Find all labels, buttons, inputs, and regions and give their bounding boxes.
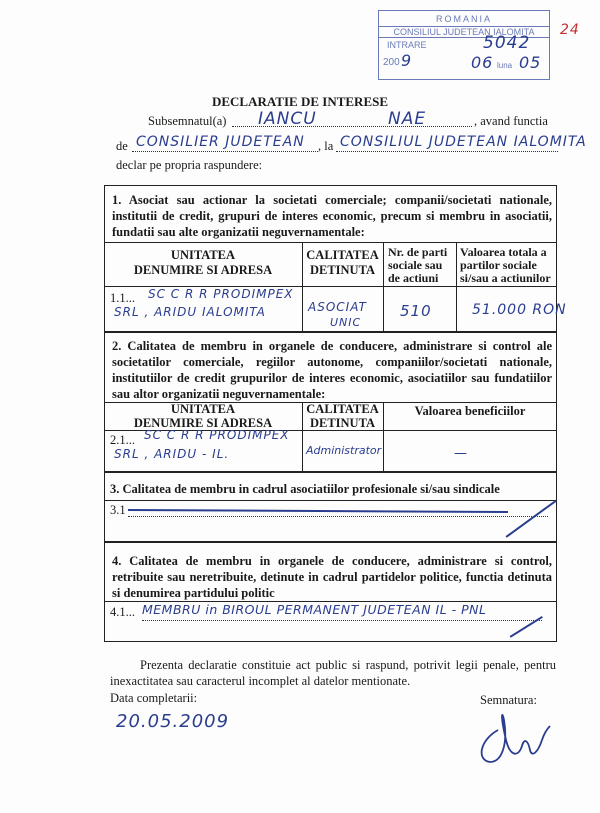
signature-label: Semnatura: [480,693,537,707]
registration-stamp [378,10,550,80]
s1-col-valoare: Valoarea totala a partilor sociale si/sau a actiunilor [460,245,551,285]
s2-col-calitatea: CALITATEA DETINUTA [306,402,379,430]
s1-row-calitate-line1: ASOCIAT [308,300,367,314]
date-value: 20.05.2009 [116,711,230,732]
stamp-line2: CONSILIUL JUDETEAN IALOMITA [379,26,549,38]
institution-value: CONSILIUL JUDETEAN IALOMITA [340,134,587,150]
s1-col-unitatea: UNITATEA DENUMIRE SI ADRESA [133,248,273,277]
la-label: , la [318,139,334,153]
date-label: Data completarii: [110,691,198,705]
declar-text: declar pe propria raspundere: [116,158,263,172]
s1-row-valoare: 51.000 RON [472,302,567,318]
avand-label: , avand functia [474,114,548,128]
s2-row-unit-line1: SC C R R PRODIMPEX [144,428,290,442]
s1-row-prefix: 1.1... [110,291,135,305]
stamp-month-prefix: luna [497,61,513,70]
s3-row-prefix: 3.1 [110,503,126,517]
function-value: CONSILIER JUDETEAN [136,134,305,150]
s1-row-calitate-line2: UNIC [330,316,362,329]
footer-statement: Prezenta declaratie constituie act public si raspund, potrivit legii penale, pentru inexactitatea sau caracterul incomplet al datelor mentionate. [110,658,556,688]
s2-row-valoare: — [454,446,468,461]
section2-heading: 2. Calitatea de membru in organele de conducere, administrare si control ale societatilor comerciale, regiilor autonome, companiilor/societati nationale, institutiilor de credit grupurilor de interes economic, asociatiilor sau fundatiilor sau altor organizatii neguvernamentale: [112,339,552,401]
institution-dotted-line [336,151,558,152]
s2-row-prefix: 2.1... [110,433,135,447]
s3-dotted-line [128,516,548,517]
s1-row-unit-line2: SRL , ARIDU IALOMITA [114,305,266,319]
subsemnatul-label: Subsemnatul(a) [148,114,227,128]
s2-col-unitatea: UNITATEA DENUMIRE SI ADRESA [133,402,273,430]
function-dotted-line [132,151,318,152]
s4-row-value: MEMBRU in BIROUL PERMANENT JUDETEAN IL - PNL [142,602,487,617]
stamp-month: 05 [519,53,542,72]
s1-row-unit-line1: SC C R R PRODIMPEX [148,287,294,301]
stamp-number: 5042 [483,33,531,53]
last-name: NAE [388,109,427,129]
s1-col-calitatea: CALITATEA DETINUTA [306,248,379,277]
s4-dotted-line [142,620,542,621]
section1-heading: 1. Asociat sau actionar la societati comerciale; companii/societati nationale, institutii de credit, grupuri de interes economic, precum si membru in asociatii, fundatii sau alte organizatii neguvernamentale: [112,193,552,239]
s2-row-unit-line2: SRL , ARIDU - IL. [114,447,230,461]
s1-row-parti: 510 [400,302,432,320]
s2-row-calitate: Administrator [306,444,382,457]
s2-col-valoare: Valoarea beneficiilor [414,404,526,418]
s1-col-parti: Nr. de parti sociale sau de actiuni [388,245,448,285]
de-label: de [116,139,128,153]
stamp-year-prefix: 200 [383,57,400,68]
stamp-line1: ROMANIA [435,14,492,24]
section3-heading: 3. Calitatea de membru in cadrul asociatiilor profesionale si/sau sindicale [110,482,500,496]
signature-drawing [470,700,560,770]
first-name: IANCU [258,109,317,129]
section4-heading: 4. Calitatea de membru in organele de conducere, administrare si control, retribuite sau neretribuite, detinute in cadrul partidelor politice, functia detinuta si denumirea partidului politic [112,554,552,600]
stamp-line3: INTRARE [387,40,427,50]
corner-mark: 24 [560,22,580,38]
stamp-day: 06 [471,53,494,72]
page-title: DECLARATIE DE INTERESE [211,94,389,109]
s4-row-prefix: 4.1... [110,605,135,619]
stamp-year-digit: 9 [401,51,413,70]
